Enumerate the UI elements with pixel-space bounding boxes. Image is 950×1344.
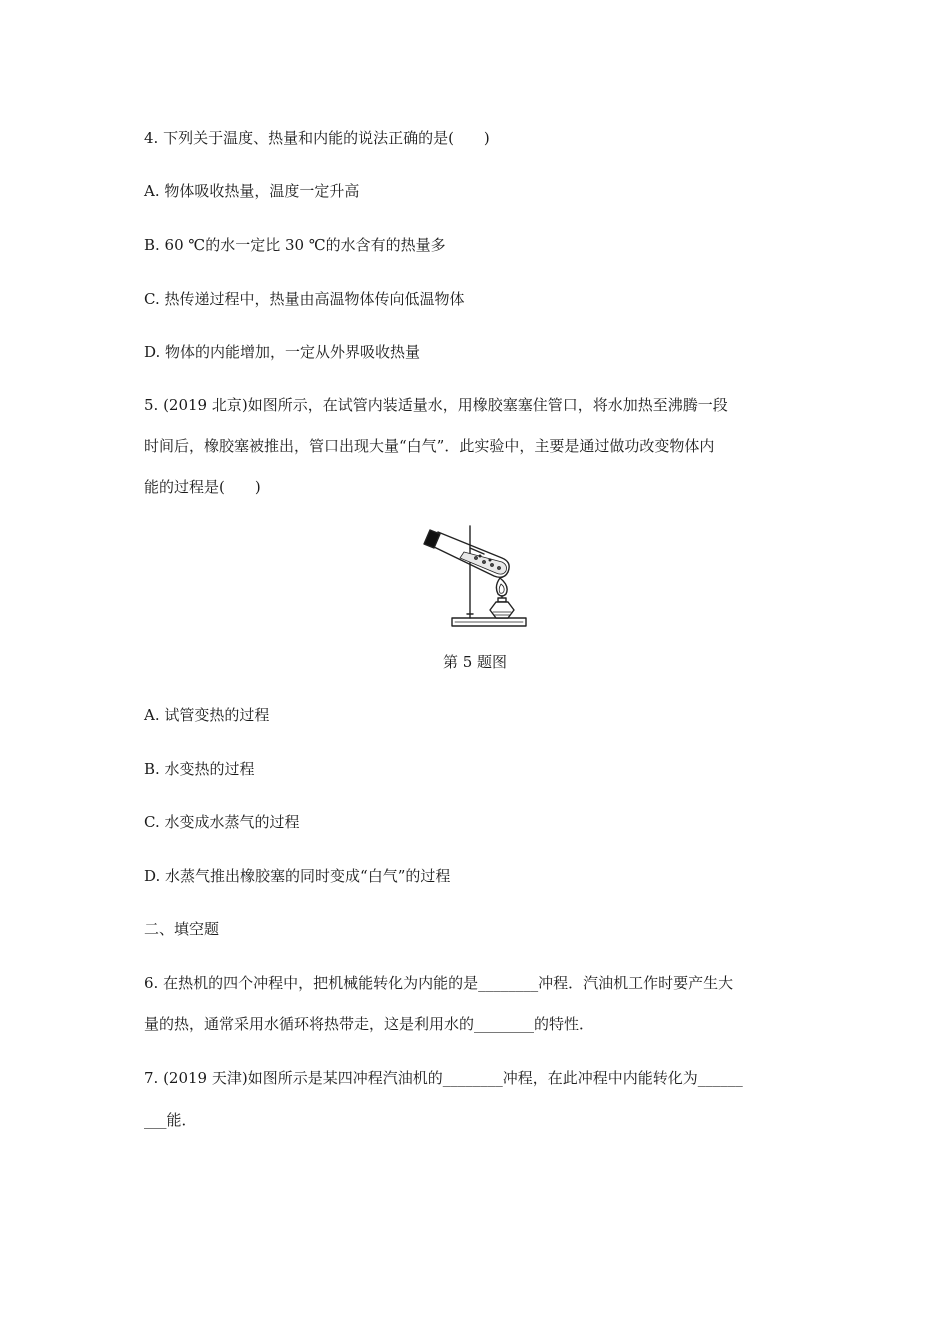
q4-option-d: D. 物体的内能增加，一定从外界吸收热量	[144, 343, 421, 361]
q5-option-a: A. 试管变热的过程	[144, 706, 270, 724]
q5-option-d: D. 水蒸气推出橡胶塞的同时变成“白气”的过程	[144, 867, 451, 885]
q5-stem-line-3: 能的过程是( )	[144, 478, 261, 496]
q6-line-1: 6. 在热机的四个冲程中，把机械能转化为内能的是________冲程．汽油机工作时要产生大	[144, 974, 734, 992]
q4-option-a: A. 物体吸收热量，温度一定升高	[144, 182, 360, 200]
q4-option-c: C. 热传递过程中，热量由高温物体传向低温物体	[144, 290, 465, 308]
q7-line-2: ___能．	[144, 1111, 197, 1129]
q4-option-b: B. 60 ℃的水一定比 30 ℃的水含有的热量多	[144, 236, 446, 254]
q6-line-2: 量的热，通常采用水循环将热带走，这是利用水的________的特性．	[144, 1015, 595, 1033]
q4-stem: 4. 下列关于温度、热量和内能的说法正确的是( )	[144, 129, 490, 147]
q7-line-1: 7. (2019 天津)如图所示是某四冲程汽油机的________冲程，在此冲程中内能转化为______	[144, 1069, 743, 1087]
q5-stem-line-2: 时间后，橡胶塞被推出，管口出现大量“白气”．此实验中，主要是通过做功改变物体内	[144, 437, 715, 455]
test-tube-experiment-figure	[420, 518, 530, 630]
figure-caption: 第 5 题图	[442, 653, 508, 671]
section-heading-fill-in: 二、填空题	[144, 920, 220, 938]
q5-stem-line-1: 5. (2019 北京)如图所示，在试管内装适量水，用橡胶塞塞住管口，将水加热至沸腾一段	[144, 396, 728, 414]
q5-option-c: C. 水变成水蒸气的过程	[144, 813, 300, 831]
q5-option-b: B. 水变热的过程	[144, 760, 255, 778]
